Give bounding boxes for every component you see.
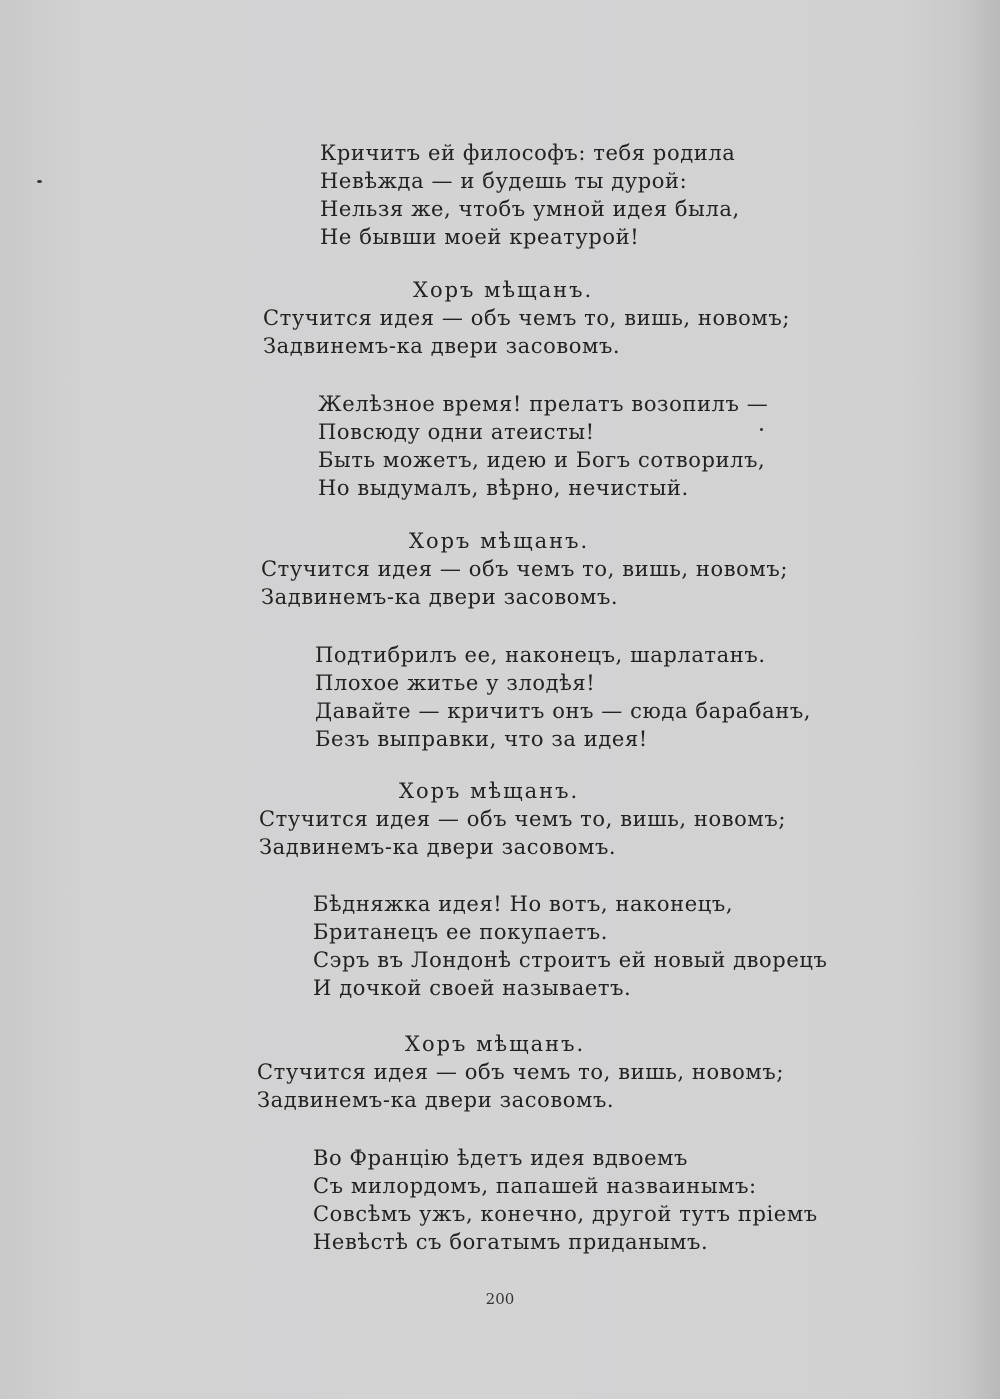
verse-line: Быть можетъ, идею и Богъ сотворилъ, [318,448,766,472]
chorus-title: Хоръ мѣщанъ. [413,278,594,302]
chorus-title: Хоръ мѣщанъ. [405,1032,586,1056]
chorus [261,527,788,611]
stanza [313,1144,818,1256]
chorus-line: Стучится идея — объ чемъ то, вишь, новомъ; [257,1060,784,1084]
chorus-line: Стучится идея — объ чемъ то, вишь, новомъ; [261,557,788,581]
verse-line: Сэръ въ Лондонѣ строитъ ей новый дворецъ [313,948,828,972]
chorus [257,1030,784,1114]
verse-line: Бѣдняжка идея! Но вотъ, наконецъ, [313,892,734,916]
verse-line: Кричитъ ей философъ: тебя родила [320,141,736,165]
verse-line: Плохое житье у злодѣя! [315,671,596,695]
stanza [320,139,740,251]
stanza [313,890,827,1002]
ink-speck [37,180,42,183]
verse-line: Повсюду одни атеисты! [318,420,595,444]
chorus-line: Задвинемъ-ка двери засовомъ. [259,835,617,859]
verse-line: Не бывши моей креатурой! [320,225,640,249]
verse-line: Съ милордомъ, папашей назваинымъ: [313,1174,757,1198]
verse-line: Безъ выправки, что за идея! [315,727,648,751]
page-number: 200 [485,1290,515,1308]
verse-line: Давайте — кричитъ онъ — сюда барабанъ, [315,699,812,723]
chorus-title: Хоръ мѣщанъ. [399,779,580,803]
verse-line: Подтибрилъ ее, наконецъ, шарлатанъ. [315,643,766,667]
chorus-line: Задвинемъ-ка двери засовомъ. [261,585,619,609]
verse-line: Невѣстѣ съ богатымъ приданымъ. [313,1230,709,1254]
verse-line: Невѣжда — и будешь ты дурой: [320,169,688,193]
verse-line: Но выдумалъ, вѣрно, нечистый. [318,476,689,500]
chorus-line: Задвинемъ-ка двери засовомъ. [257,1088,615,1112]
verse-line: И дочкой своей называетъ. [313,976,632,1000]
verse-line: Британецъ ее покупаетъ. [313,920,609,944]
chorus [263,276,790,360]
verse-line: Во Францію ѣдетъ идея вдвоемъ [313,1146,689,1170]
chorus-line: Стучится идея — объ чемъ то, вишь, новомъ; [263,306,790,330]
chorus-line: Стучится идея — объ чемъ то, вишь, новомъ; [259,807,786,831]
verse-line: Совсѣмъ ужъ, конечно, другой тутъ пріемъ [313,1202,818,1226]
chorus [259,777,786,861]
chorus-line: Задвинемъ-ка двери засовомъ. [263,334,621,358]
stanza [315,641,811,753]
stanza [318,390,768,502]
chorus-title: Хоръ мѣщанъ. [409,529,590,553]
verse-line: Нельзя же, чтобъ умной идея была, [320,197,740,221]
verse-line: Желѣзное время! прелатъ возопилъ — [318,392,769,416]
page-edge-shadow [960,0,1000,1399]
